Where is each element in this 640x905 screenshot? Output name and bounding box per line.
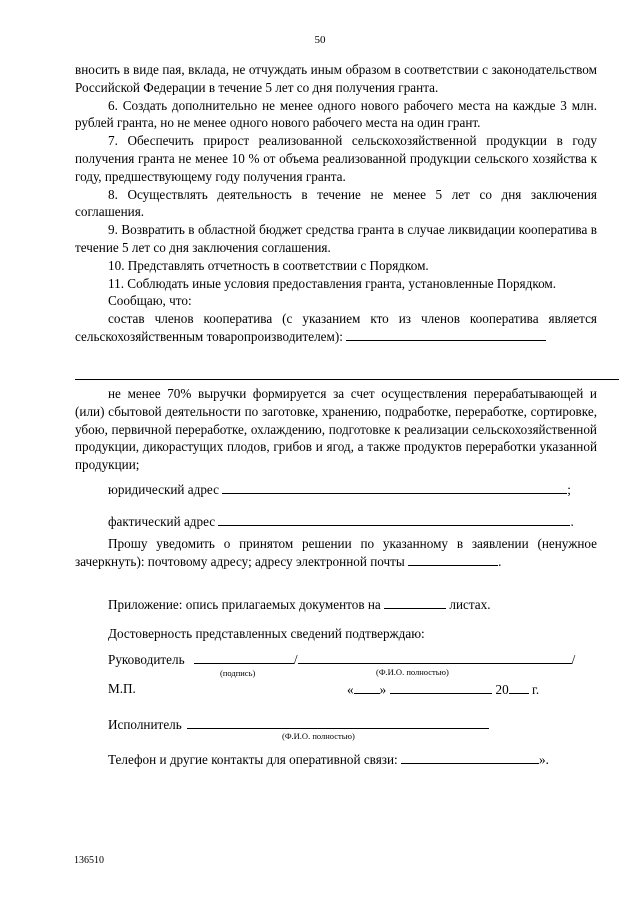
date-row — [347, 681, 607, 698]
attachment-row — [108, 596, 638, 613]
caption-signature: (подпись) — [220, 668, 256, 678]
members-field-line-2[interactable] — [75, 379, 619, 380]
item-11: 11. Соблюдать иные условия предоставления гранта, установленные Порядком. — [108, 275, 557, 291]
caption-fio-executor: (Ф.И.О. полностью) — [282, 731, 355, 741]
attachment-pages-field[interactable] — [384, 596, 446, 609]
head-label: Руководитель — [108, 652, 185, 667]
slash: / — [293, 652, 298, 667]
revenue-block — [75, 385, 597, 474]
date-year-prefix: 20 — [495, 682, 509, 697]
item-9: 9. Возвратить в областной бюджет средства гранта в случае ликвидации кооператива в течение 5 лет со дня заключения соглашения. — [75, 222, 597, 255]
revenue-paragraph: не менее 70% выручки формируется за счет осуществления перерабатывающей и (или) сбытовой деятельности по заготовке, хранению, подработке, переработке, сортировке, убою, первичной переработке, охлаждению, подготовке к реализации сельскохозяйственной продукции, дикорастущих плодов, грибов и ягод, а также продуктов переработки указанной продукции; — [75, 386, 597, 473]
attachment-unit: листах. — [449, 597, 491, 612]
notify-text: Прошу уведомить о принятом решении по указанному в заявлении (ненужное зачеркнуть): почтовому адресу; адресу электронной почты — [75, 536, 597, 569]
date-year-suffix: г. — [531, 682, 540, 697]
date-day-field[interactable] — [354, 681, 380, 694]
date-close-quote: » — [379, 682, 387, 697]
actual-address-label: фактический адрес — [108, 514, 216, 529]
item-10: 10. Представлять отчетность в соответствии с Порядком. — [108, 257, 429, 273]
head-fio-field[interactable] — [298, 651, 572, 664]
confirm-row: Достоверность представленных сведений подтверждаю: — [108, 626, 425, 641]
executor-label: Исполнитель — [108, 717, 182, 732]
members-paragraph — [75, 310, 597, 346]
attachment-label: Приложение: опись прилагаемых документов на — [108, 597, 381, 612]
head-row — [108, 651, 638, 668]
executor-fio-field[interactable] — [187, 716, 489, 729]
legal-address-end: ; — [567, 482, 571, 497]
notify-end: . — [498, 553, 502, 569]
legal-address-field[interactable] — [222, 481, 567, 494]
notify-paragraph — [75, 535, 597, 571]
phone-field[interactable] — [401, 751, 539, 764]
paragraph-continuation: вносить в виде пая, вклада, не отчуждать иным образом в соответствии с законодательством Российской Федерации в течение 5 лет со дня получения гранта. — [75, 62, 597, 95]
mp-label: М.П. — [108, 681, 136, 696]
item-7: 7. Обеспечить прирост реализованной сельскохозяйственной продукции в году получения гранта не менее 10 % от объема реализованной продукции сельского хозяйства к году, предшествующему году получения гранта. — [75, 133, 597, 184]
inform-heading: Сообщаю, что: — [108, 293, 192, 309]
slash-end: / — [571, 652, 576, 667]
page-number: 50 — [314, 34, 326, 46]
date-open-quote: « — [347, 682, 354, 697]
actual-address-field[interactable] — [218, 513, 570, 526]
footer-code: 136510 — [74, 855, 104, 866]
members-text: состав членов кооператива (с указанием кто из членов кооператива является сельскохозяйственным товаропроизводителем): — [75, 311, 597, 344]
legal-address-label: юридический адрес — [108, 482, 219, 497]
executor-row — [108, 716, 638, 733]
item-6: 6. Создать дополнительно не менее одного нового рабочего места на каждые 3 млн. рублей гранта, но не менее одного нового рабочего места на один грант. — [75, 97, 597, 131]
phone-label: Телефон и другие контакты для оперативной связи: — [108, 752, 398, 767]
head-signature-field[interactable] — [194, 651, 294, 664]
caption-fio: (Ф.И.О. полностью) — [376, 667, 449, 677]
item-8: 8. Осуществлять деятельность в течение не менее 5 лет со дня заключения соглашения. — [75, 186, 597, 220]
notify-block — [75, 535, 597, 571]
members-field[interactable] — [346, 328, 546, 341]
phone-end: ». — [539, 752, 549, 767]
actual-address-end: . — [570, 514, 574, 529]
legal-address-row — [108, 481, 638, 498]
phone-row — [108, 751, 638, 768]
actual-address-row — [108, 513, 638, 530]
email-field[interactable] — [408, 553, 498, 566]
date-year-field[interactable] — [509, 681, 529, 694]
date-month-field[interactable] — [390, 681, 492, 694]
document-body — [75, 61, 597, 346]
